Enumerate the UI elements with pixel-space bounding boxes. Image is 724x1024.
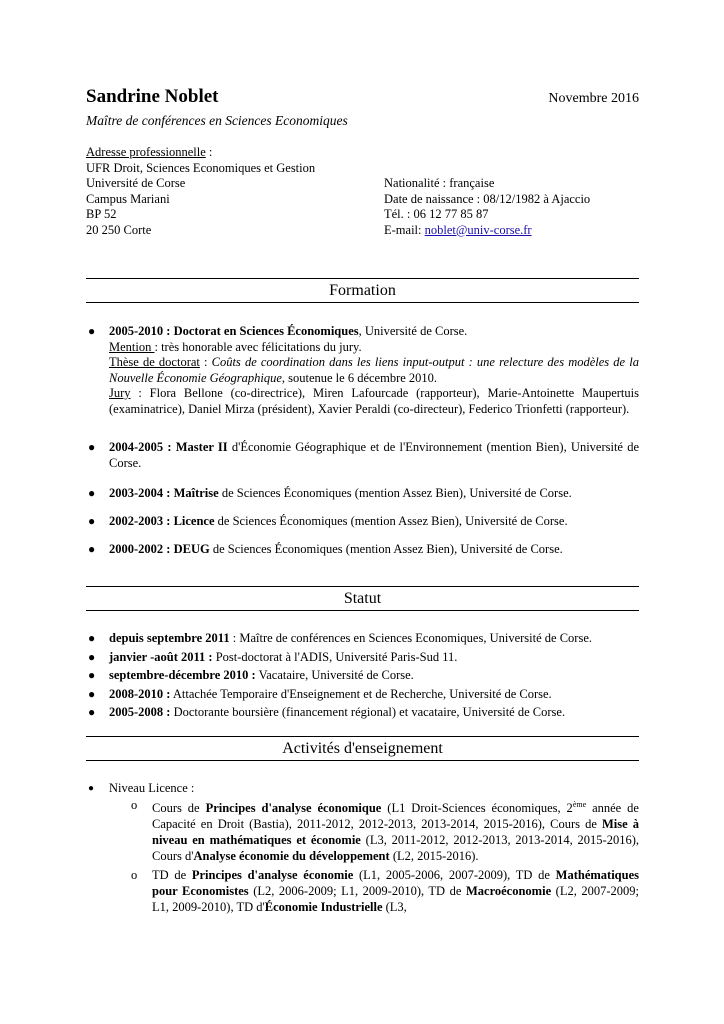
person-name: Sandrine Noblet <box>86 86 219 107</box>
list-item <box>86 668 639 684</box>
text: (L2, 2007-2009; L1, 2009-2010), TD d' <box>152 883 640 914</box>
cv-page <box>86 86 640 914</box>
sub-list-item <box>86 867 639 915</box>
teaching-sublist <box>86 797 639 915</box>
formation-list <box>86 440 639 471</box>
address-line: Université de Corse <box>86 176 186 190</box>
birth-date: Date de naissance : 08/12/1982 à Ajaccio <box>384 191 591 206</box>
item-date-title: septembre-décembre 2010 : <box>109 668 256 682</box>
list-item <box>86 486 639 502</box>
bullet-icon: ● <box>88 686 96 701</box>
item-text: : Maître de conférences en Sciences Economiques, Université de Corse. <box>229 631 592 645</box>
superscript: ème <box>572 799 587 809</box>
bullet-icon: ● <box>88 440 96 454</box>
item-text: de Sciences Économiques (mention Assez Bien), Université de Corse. <box>214 514 568 528</box>
section-enseignement-heading: Activités d'enseignement <box>86 736 639 761</box>
statut-list <box>86 631 639 721</box>
nationality: Nationalité : française <box>384 176 495 190</box>
jury-text: : Flora Bellone (co-directrice), Miren Lafourcade (rapporteur), Marie-Antoinette Maupertuis (examinatrice), Daniel Mirza (président), Xavier Peraldi (co-directeur), Federico Trionfetti (rapporteur). <box>109 386 639 416</box>
item-text: Post-doctorat à l'ADIS, Université Paris-Sud 11. <box>212 649 458 664</box>
text: (L3, <box>382 899 407 914</box>
text: (L1, 2005-2006, 2007-2009), TD de <box>353 867 556 882</box>
bullet-icon: ● <box>88 514 96 528</box>
email-label: E-mail: <box>384 222 425 237</box>
item-date-title: 2005-2008 : <box>109 705 171 719</box>
level-label: Niveau Licence : <box>109 781 195 795</box>
email-link[interactable]: noblet@univ-corse.fr <box>424 222 532 237</box>
circle-bullet-icon: o <box>131 797 138 812</box>
address-label: Adresse professionnelle <box>86 145 206 159</box>
item-text: Vacataire, Université de Corse. <box>255 668 414 682</box>
item-text: de Sciences Économiques (mention Assez Bien), Université de Corse. <box>209 542 563 556</box>
text: (L1 Droit-Sciences économiques, 2 <box>381 800 573 815</box>
bullet-icon: ● <box>88 542 96 556</box>
address-line: Campus Mariani <box>86 191 170 206</box>
item-date-title: 2008-2010 : <box>109 686 171 701</box>
course-name: Mathématiques pour Economistes <box>152 867 639 898</box>
item-text: Attachée Temporaire d'Enseignement et de Recherche, Université de Corse. <box>170 686 552 701</box>
bullet-icon: ● <box>88 668 96 682</box>
course-name: Macroéconomie <box>465 883 552 898</box>
formation-list <box>86 514 639 530</box>
text: Cours de <box>152 800 206 815</box>
item-date-title: 2002-2003 : Licence <box>109 514 215 528</box>
bullet-icon: ● <box>88 783 95 794</box>
item-date-title: 2005-2010 : Doctorat en Sciences Économiques <box>109 324 359 338</box>
item-text: d'Économie Géographique et de l'Environnement (mention Bien), Université de Corse. <box>109 440 639 470</box>
list-item <box>86 440 639 471</box>
sub-list-item <box>86 797 639 864</box>
course-name: Analyse économie du développement <box>193 848 390 863</box>
professional-address <box>86 145 315 238</box>
bullet-icon: ● <box>88 486 96 500</box>
list-item <box>86 650 639 666</box>
address-line: 20 250 Corte <box>86 222 152 237</box>
list-item <box>86 781 639 797</box>
item-date-title: 2000-2002 : DEUG <box>109 542 210 556</box>
list-item <box>86 705 639 721</box>
item-text: , Université de Corse. <box>358 324 468 338</box>
list-item <box>86 687 639 703</box>
section-statut-heading: Statut <box>86 586 639 611</box>
thesis-title: Coûts de coordination dans les liens input-output : une relecture des modèles de la Nouvelle Économie Géographique <box>109 355 639 385</box>
list-item <box>86 324 639 417</box>
text: TD de <box>152 867 192 882</box>
mention-label: Mention <box>109 339 155 354</box>
bullet-icon: ● <box>88 631 96 645</box>
course-name: Principes d'analyse économie <box>191 867 354 882</box>
mention-text: : très honorable avec félicitations du jury. <box>154 339 362 354</box>
cv-header <box>86 86 639 110</box>
bullet-icon: ● <box>88 705 96 719</box>
item-date-title: janvier -août 2011 : <box>109 649 213 664</box>
bullet-icon: ● <box>88 649 96 664</box>
teaching-block <box>86 781 639 915</box>
personal-info <box>384 176 590 238</box>
formation-list <box>86 324 639 417</box>
contact-block <box>86 145 639 237</box>
thesis-end: , soutenue le 6 décembre 2010. <box>281 370 438 385</box>
list-item <box>86 514 639 530</box>
bullet-icon: ● <box>88 324 96 338</box>
formation-list <box>86 542 639 558</box>
item-date-title: 2003-2004 : Maîtrise <box>109 486 219 500</box>
item-text: de Sciences Économiques (mention Assez Bien), Université de Corse. <box>218 486 572 500</box>
thesis-sep: : <box>199 355 212 369</box>
list-item <box>86 542 639 558</box>
circle-bullet-icon: o <box>131 867 138 882</box>
thesis-label: Thèse de doctorat <box>109 355 200 369</box>
document-date: Novembre 2016 <box>548 91 639 106</box>
course-name: Principes d'analyse économique <box>205 800 382 815</box>
text: (L3, 2011-2012, 2012-2013, 2013-2014, 2015-2016), Cours d' <box>152 832 639 863</box>
section-formation-heading: Formation <box>86 278 639 303</box>
address-line: UFR Droit, Sciences Economiques et Gestion <box>86 160 316 175</box>
text: (L2, 2015-2016). <box>389 848 479 863</box>
list-item <box>86 631 639 647</box>
address-label-suffix: : <box>205 145 213 159</box>
text: année de Capacité en Droit (Bastia), 2011-2012, 2012-2013, 2013-2014, 2015-2016), Cours de <box>152 800 639 831</box>
course-name: Mise à niveau en mathématiques et économie <box>152 816 639 847</box>
item-date-title: depuis septembre 2011 <box>109 631 230 645</box>
course-name: Économie Industrielle <box>264 899 383 914</box>
phone: Tél. : 06 12 77 85 87 <box>384 207 489 221</box>
jury-label: Jury <box>109 386 131 400</box>
teaching-list <box>86 781 639 797</box>
address-line: BP 52 <box>86 207 117 221</box>
formation-list <box>86 486 639 502</box>
job-title: Maître de conférences en Sciences Economiques <box>86 113 348 128</box>
text: (L2, 2006-2009; L1, 2009-2010), TD de <box>248 883 466 898</box>
item-date-title: 2004-2005 : Master II <box>109 440 228 454</box>
item-text: Doctorante boursière (financement régional) et vacataire, Université de Corse. <box>170 705 566 719</box>
